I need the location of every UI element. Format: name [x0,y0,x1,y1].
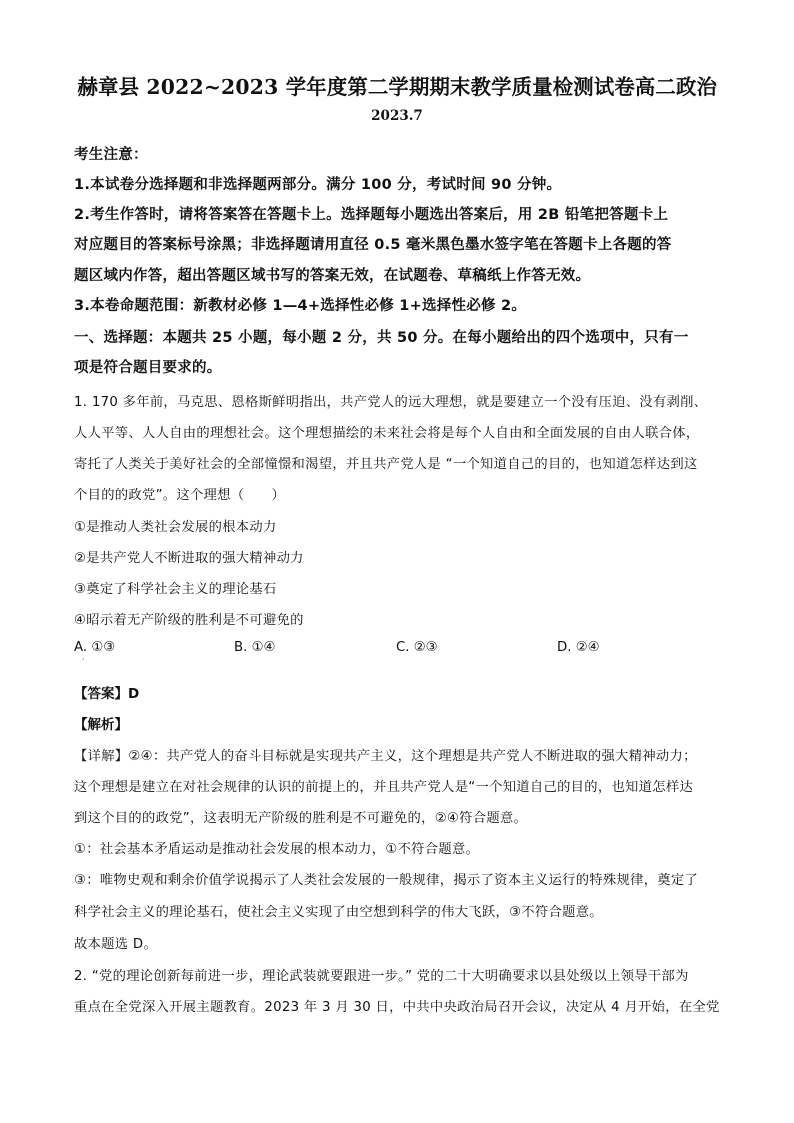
section-heading-2: 项是符合题目要求的。 [74,360,222,376]
stray-dot: · [82,655,85,664]
q1-detail-6: 科学社会主义的理论基石，使社会主义实现了由空想到科学的伟大飞跃，③不符合题意。 [74,905,603,920]
q2-stem-2: 重点在全党深入开展主题教育。2023 年 3 月 30 日，中共中央政治局召开会议，决定从 4 月开始，在全党 [74,1000,720,1015]
q1-detail-5: ③：唯物史观和剩余价值学说揭示了人类社会发展的一般规律，揭示了资本主义运行的特殊规律，奠定了 [74,873,699,888]
q1-choice-2: ②是共产党人不断进取的强大精神动力 [74,551,304,566]
q1-stem-3: 寄托了人类关于美好社会的全部憧憬和渴望，并且共产党人是 “一个知道自己的目的，也知道怎样达到这 [74,457,698,472]
q1-detail-7: 故本题选 D。 [74,937,158,952]
q1-detail-3: 到这个目的的政党”，这表明无产阶级的胜利是不可避免的，②④符合题意。 [74,811,528,826]
q1-detail-2: 这个理想是建立在对社会规律的认识的前提上的，并且共产党人是“一个知道自己的目的，也知道怎样达 [74,780,694,795]
q1-choice-1: ①是推动人类社会发展的根本动力 [74,520,277,535]
q1-option-b: B. ①④ [234,640,276,655]
exam-date: 2023.7 [371,108,423,124]
q1-choice-3: ③奠定了科学社会主义的理论基石 [74,582,277,597]
notice-line-2b: 对应题目的答案标号涂黑；非选择题请用直径 0.5 毫米黑色墨水签字笔在答题卡上各题的答 [74,237,672,253]
q2-stem-1: 2. “党的理论创新每前进一步，理论武装就要跟进一步。” 党的二十大明确要求以县处级以上领导干部为 [74,969,689,984]
q1-analysis-label: 【解析】 [74,717,128,733]
q1-detail-4: ①：社会基本矛盾运动是推动社会发展的根本动力，①不符合题意。 [74,842,480,857]
q1-detail-1: 【详解】②④：共产党人的奋斗目标就是实现共产主义，这个理想是共产党人不断进取的强大精神动力； [74,749,697,764]
q1-option-d: D. ②④ [557,640,600,655]
notice-line-3: 3.本卷命题范围：新教材必修 1—4+选择性必修 1+选择性必修 2。 [74,298,527,314]
notice-line-2c: 题区域内作答，超出答题区域书写的答案无效，在试题卷、草稿纸上作答无效。 [74,268,591,284]
notice-heading: 考生注意： [74,147,148,163]
q1-option-c: C. ②③ [396,640,438,655]
notice-line-2a: 2.考生作答时，请将答案答在答题卡上。选择题每小题选出答案后，用 2B 铅笔把答题卡上 [74,207,669,223]
q1-stem-1: 1. 170 多年前，马克思、恩格斯鲜明指出，共产党人的远大理想，就是要建立一个没有压迫、没有剥削、 [74,395,708,410]
exam-title: 赫章县 2022~2023 学年度第二学期期末教学质量检测试卷高二政治 [77,75,717,99]
q1-choice-4: ④昭示着无产阶级的胜利是不可避免的 [74,613,304,628]
q1-stem-2: 人人平等、人人自由的理想社会。这个理想描绘的未来社会将是每个人自由和全面发展的自由人联合体， [74,426,700,441]
q1-stem-4: 个目的的政党”。这个理想（ ） [74,488,286,503]
notice-line-1: 1.本试卷分选择题和非选择题两部分。满分 100 分，考试时间 90 分钟。 [74,177,562,193]
q1-answer: 【答案】D [74,686,140,702]
q1-option-a: A. ①③ [74,640,116,655]
section-heading-1: 一、选择题：本题共 25 小题，每小题 2 分，共 50 分。在每小题给出的四个选项中，只有一 [74,330,689,346]
